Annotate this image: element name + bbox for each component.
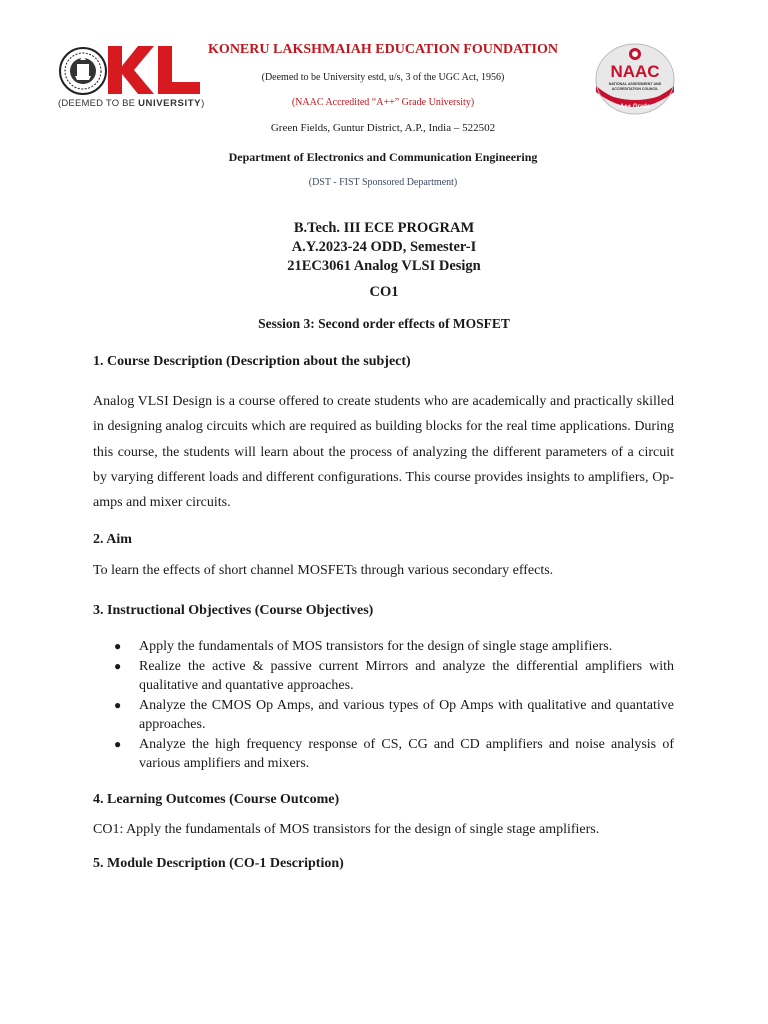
naac-accreditation-line: (NAAC Accredited “A++” Grade University) — [291, 97, 475, 108]
course-outcome-label: CO1 — [369, 284, 399, 300]
svg-text:ACCREDITATION COUNCIL: ACCREDITATION COUNCIL — [611, 87, 659, 91]
list-item: ● Apply the fundamentals of MOS transistors for the design of single stage amplifiers. — [114, 637, 674, 657]
svg-text:A++ Grade: A++ Grade — [619, 104, 651, 110]
objectives-list — [114, 637, 674, 774]
department-name: Department of Electronics and Communication Engineering — [228, 150, 538, 164]
session-title: Session 3: Second order effects of MOSFET — [258, 316, 510, 331]
bullet-icon: ● — [114, 736, 122, 751]
aim-text: To learn the effects of short channel MOSFETs through various secondary effects. — [93, 563, 554, 578]
kl-logo-subtitle: (DEEMED TO BE UNIVERSITY) — [58, 98, 205, 109]
organization-name: KONERU LAKSHMAIAH EDUCATION FOUNDATION — [208, 42, 558, 57]
kl-letters-logo — [104, 42, 204, 98]
bullet-icon: ● — [114, 658, 122, 673]
program-title: B.Tech. III ECE PROGRAM — [293, 220, 475, 236]
naac-logo — [594, 42, 676, 116]
bullet-icon: ● — [114, 697, 122, 712]
list-item: ● Analyze the high frequency response of CS, CG and CD amplifiers and noise analysis of various amplifiers and mixers. — [114, 736, 674, 771]
list-item: ● Realize the active & passive current Mirrors and analyze the differential amplifiers with qualitative and quantative approaches. — [114, 658, 674, 693]
aim-heading: 2. Aim — [93, 532, 132, 547]
objectives-heading: 3. Instructional Objectives (Course Objectives) — [93, 603, 374, 618]
bullet-icon: ● — [114, 639, 122, 653]
dst-fist-line: (DST - FIST Sponsored Department) — [308, 177, 458, 188]
address-line: Green Fields, Guntur District, A.P., India – 522502 — [270, 122, 496, 134]
module-description-heading: 5. Module Description (CO-1 Description) — [93, 856, 344, 871]
svg-text:NATIONAL ASSESSMENT AND: NATIONAL ASSESSMENT AND — [608, 82, 662, 86]
course-description-heading: 1. Course Description (Description about the subject) — [93, 354, 411, 369]
list-item: ● Analyze the CMOS Op Amps, and various types of Op Amps with qualitative and quantative approaches. — [114, 697, 674, 732]
svg-text:NAAC: NAAC — [610, 62, 660, 81]
deemed-university-line: (Deemed to be University estd, u/s, 3 of the UGC Act, 1956) — [261, 72, 505, 83]
learning-outcomes-heading: 4. Learning Outcomes (Course Outcome) — [93, 792, 340, 807]
course-description-text: Analog VLSI Design is a course offered to create students who are academically and practically skilled in designing analog circuits which are required as building blocks for the real time applications. During this course, the students will learn about the process of analyzing the different parameters of a circuit by varying different loads and different configurations. This course provides insights to amplifiers, Op-amps and mixer circuits. — [93, 394, 674, 511]
university-seal-icon — [58, 46, 108, 96]
course-title: 21EC3061 Analog VLSI Design — [287, 258, 481, 274]
learning-outcome-text: CO1: Apply the fundamentals of MOS transistors for the design of single stage amplifiers. — [93, 822, 600, 837]
academic-year: A.Y.2023-24 ODD, Semester-I — [291, 239, 477, 255]
kl-university-logo — [56, 40, 206, 115]
naac-badge-icon — [594, 42, 676, 116]
